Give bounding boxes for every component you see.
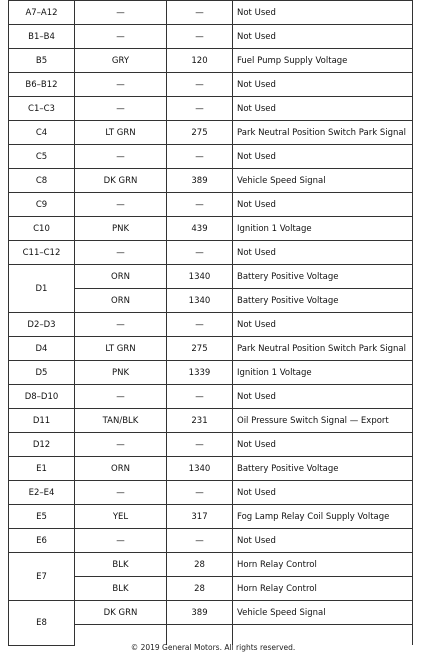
function-cell: Vehicle Speed Signal — [233, 601, 413, 625]
wire-color-cell: — — [75, 241, 167, 265]
circuit-number-cell: — — [167, 1, 233, 25]
pin-cell: C11–C12 — [9, 241, 75, 265]
table-row — [9, 121, 413, 145]
pin-cell: C4 — [9, 121, 75, 145]
function-cell: Battery Positive Voltage — [233, 457, 413, 481]
function-cell: Horn Relay Control — [233, 577, 413, 601]
table-row — [9, 97, 413, 121]
table-row — [9, 529, 413, 553]
wire-color-cell: — — [75, 433, 167, 457]
pin-cell: D1 — [9, 265, 75, 313]
wire-color-cell: TAN/BLK — [75, 409, 167, 433]
table-row — [9, 73, 413, 97]
circuit-number-cell: 389 — [167, 169, 233, 193]
function-cell: Park Neutral Position Switch Park Signal — [233, 337, 413, 361]
circuit-number-cell: 275 — [167, 121, 233, 145]
wire-color-cell: ORN — [75, 289, 167, 313]
pin-cell: C5 — [9, 145, 75, 169]
pin-cell: B6–B12 — [9, 73, 75, 97]
wire-color-cell: — — [75, 385, 167, 409]
wire-color-cell: — — [75, 193, 167, 217]
circuit-number-cell: 28 — [167, 577, 233, 601]
connector-pinout-table — [8, 0, 413, 646]
table-row — [9, 49, 413, 73]
wire-color-cell: DK GRN — [75, 601, 167, 625]
pin-cell: C1–C3 — [9, 97, 75, 121]
table-row — [9, 457, 413, 481]
function-cell: Oil Pressure Switch Signal — Export — [233, 409, 413, 433]
wire-color-cell: BLK — [75, 577, 167, 601]
table-row — [9, 145, 413, 169]
table-row — [9, 409, 413, 433]
wire-color-cell: ORN — [75, 457, 167, 481]
circuit-number-cell: 1340 — [167, 457, 233, 481]
pin-cell: E6 — [9, 529, 75, 553]
table-row — [9, 241, 413, 265]
table-row — [9, 265, 413, 289]
table-row — [9, 337, 413, 361]
function-cell: Not Used — [233, 73, 413, 97]
wire-color-cell: — — [75, 73, 167, 97]
wire-color-cell: BLK — [75, 553, 167, 577]
function-cell: Fuel Pump Supply Voltage — [233, 49, 413, 73]
pin-cell: A7–A12 — [9, 1, 75, 25]
wire-color-cell: PNK — [75, 361, 167, 385]
circuit-number-cell: 1340 — [167, 289, 233, 313]
copyright-footer: © 2019 General Motors. All rights reserved. — [130, 643, 296, 652]
pin-cell: E1 — [9, 457, 75, 481]
wire-color-cell: ORN — [75, 265, 167, 289]
table-row — [9, 361, 413, 385]
function-cell: Horn Relay Control — [233, 553, 413, 577]
table-row — [9, 601, 413, 625]
function-cell: Ignition 1 Voltage — [233, 361, 413, 385]
wire-color-cell: — — [75, 97, 167, 121]
function-cell: Not Used — [233, 145, 413, 169]
function-cell: Fog Lamp Relay Coil Supply Voltage — [233, 505, 413, 529]
function-cell — [233, 625, 413, 646]
function-cell: Not Used — [233, 241, 413, 265]
circuit-number-cell: 231 — [167, 409, 233, 433]
table-body — [9, 1, 413, 646]
pin-cell: B1–B4 — [9, 25, 75, 49]
table-row — [9, 193, 413, 217]
circuit-number-cell: — — [167, 481, 233, 505]
circuit-number-cell: — — [167, 73, 233, 97]
pin-cell: C8 — [9, 169, 75, 193]
wire-color-cell: LT GRN — [75, 337, 167, 361]
pin-cell: D4 — [9, 337, 75, 361]
circuit-number-cell: — — [167, 385, 233, 409]
function-cell: Battery Positive Voltage — [233, 265, 413, 289]
circuit-number-cell: 317 — [167, 505, 233, 529]
circuit-number-cell: 1339 — [167, 361, 233, 385]
function-cell: Not Used — [233, 481, 413, 505]
table-row — [9, 553, 413, 577]
function-cell: Vehicle Speed Signal — [233, 169, 413, 193]
circuit-number-cell: — — [167, 145, 233, 169]
circuit-number-cell: 389 — [167, 601, 233, 625]
wire-color-cell: — — [75, 145, 167, 169]
wire-color-cell: PNK — [75, 217, 167, 241]
circuit-number-cell: — — [167, 313, 233, 337]
pin-cell: E2–E4 — [9, 481, 75, 505]
table-row — [9, 385, 413, 409]
wire-color-cell — [75, 625, 167, 646]
circuit-number-cell: — — [167, 529, 233, 553]
table-row — [9, 25, 413, 49]
wire-color-cell: — — [75, 481, 167, 505]
function-cell: Park Neutral Position Switch Park Signal — [233, 121, 413, 145]
function-cell: Ignition 1 Voltage — [233, 217, 413, 241]
circuit-number-cell: 28 — [167, 553, 233, 577]
pin-cell: B5 — [9, 49, 75, 73]
pin-cell: C9 — [9, 193, 75, 217]
table-row — [9, 217, 413, 241]
circuit-number-cell: 439 — [167, 217, 233, 241]
wire-color-cell: — — [75, 529, 167, 553]
wire-color-cell: — — [75, 313, 167, 337]
circuit-number-cell: — — [167, 97, 233, 121]
pin-cell: E7 — [9, 553, 75, 601]
pin-cell: E8 — [9, 601, 75, 646]
circuit-number-cell: — — [167, 241, 233, 265]
wire-color-cell: DK GRN — [75, 169, 167, 193]
function-cell: Not Used — [233, 433, 413, 457]
table-row — [9, 1, 413, 25]
wire-color-cell: GRY — [75, 49, 167, 73]
table-row — [9, 313, 413, 337]
circuit-number-cell: — — [167, 25, 233, 49]
function-cell: Not Used — [233, 25, 413, 49]
function-cell: Not Used — [233, 1, 413, 25]
pin-cell: D12 — [9, 433, 75, 457]
table-row — [9, 169, 413, 193]
circuit-number-cell — [167, 625, 233, 646]
wire-color-cell: LT GRN — [75, 121, 167, 145]
function-cell: Not Used — [233, 385, 413, 409]
circuit-number-cell: — — [167, 193, 233, 217]
pin-cell: D2–D3 — [9, 313, 75, 337]
table-row — [9, 481, 413, 505]
table-row — [9, 433, 413, 457]
pin-cell: C10 — [9, 217, 75, 241]
circuit-number-cell: 1340 — [167, 265, 233, 289]
wire-color-cell: YEL — [75, 505, 167, 529]
function-cell: Battery Positive Voltage — [233, 289, 413, 313]
pin-cell: D5 — [9, 361, 75, 385]
pin-cell: E5 — [9, 505, 75, 529]
circuit-number-cell: 275 — [167, 337, 233, 361]
wire-color-cell: — — [75, 25, 167, 49]
function-cell: Not Used — [233, 529, 413, 553]
function-cell: Not Used — [233, 313, 413, 337]
circuit-number-cell: — — [167, 433, 233, 457]
wire-color-cell: — — [75, 1, 167, 25]
table-row — [9, 505, 413, 529]
function-cell: Not Used — [233, 97, 413, 121]
function-cell: Not Used — [233, 193, 413, 217]
circuit-number-cell: 120 — [167, 49, 233, 73]
pin-cell: D11 — [9, 409, 75, 433]
pin-cell: D8–D10 — [9, 385, 75, 409]
